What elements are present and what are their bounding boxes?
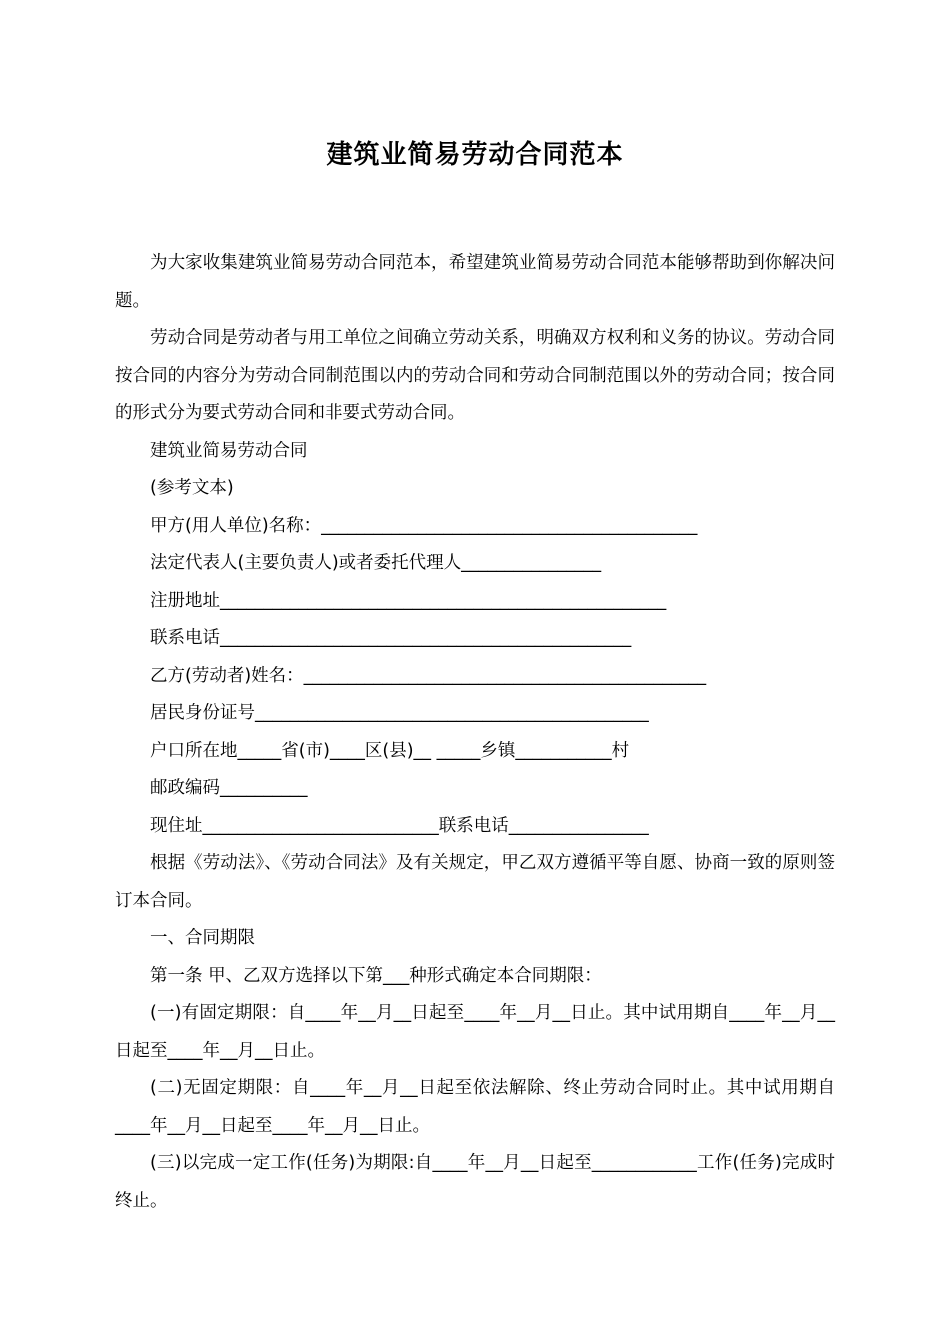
intro-paragraph: 为大家收集建筑业简易劳动合同范本，希望建筑业简易劳动合同范本能够帮助到你解决问题。 — [115, 253, 835, 311]
household-registration-line: 户口所在地_____省(市)____区(县)__ _____乡镇___________村 — [150, 740, 630, 761]
legal-basis-paragraph: 根据《劳动法》、《劳动合同法》及有关规定，甲乙双方遵循平等自愿、协商一致的原则签订本合同。 — [115, 853, 835, 911]
document-body — [115, 245, 835, 1220]
document-title: 建筑业简易劳动合同范本 — [326, 140, 624, 170]
contract-heading: 建筑业简易劳动合同 — [150, 440, 308, 461]
current-address-line: 现住址___________________________联系电话________________ — [150, 815, 649, 836]
registered-address-line: 注册地址___________________________________________________ — [150, 590, 667, 611]
fixed-term-clause: (一)有固定期限：自____年__月__日起至____年__月__日止。其中试用期自____年__月__日起至____年__月__日止。 — [115, 1003, 835, 1061]
reference-note: (参考文本) — [150, 478, 234, 498]
id-number-line: 居民身份证号_____________________________________________ — [150, 703, 649, 723]
open-term-clause: (二)无固定期限：自____年__月__日起至依法解除、终止劳动合同时止。其中试用期自____年__月__日起至____年__月__日止。 — [115, 1078, 835, 1136]
employer-phone-line: 联系电话_______________________________________________ — [150, 628, 632, 648]
postal-code-line: 邮政编码__________ — [150, 778, 308, 798]
section-heading-contract-term: 一、合同期限 — [150, 928, 255, 948]
task-term-clause: (三)以完成一定工作(任务)为期限:自____年__月__日起至____________工作(任务)完成时终止。 — [115, 1153, 835, 1211]
definition-paragraph: 劳动合同是劳动者与用工单位之间确立劳动关系，明确双方权利和义务的协议。劳动合同按合同的内容分为劳动合同制范围以内的劳动合同和劳动合同制范围以外的劳动合同；按合同的形式分为要式劳动合同和非要式劳动合同。 — [115, 328, 835, 423]
employer-name-line: 甲方(用人单位)名称：___________________________________________ — [150, 515, 698, 536]
employee-name-line: 乙方(劳动者)姓名：______________________________________________ — [150, 665, 707, 686]
legal-representative-line: 法定代表人(主要负责人)或者委托代理人________________ — [150, 553, 602, 573]
article-one: 第一条 甲、乙双方选择以下第___种形式确定本合同期限： — [150, 965, 602, 986]
